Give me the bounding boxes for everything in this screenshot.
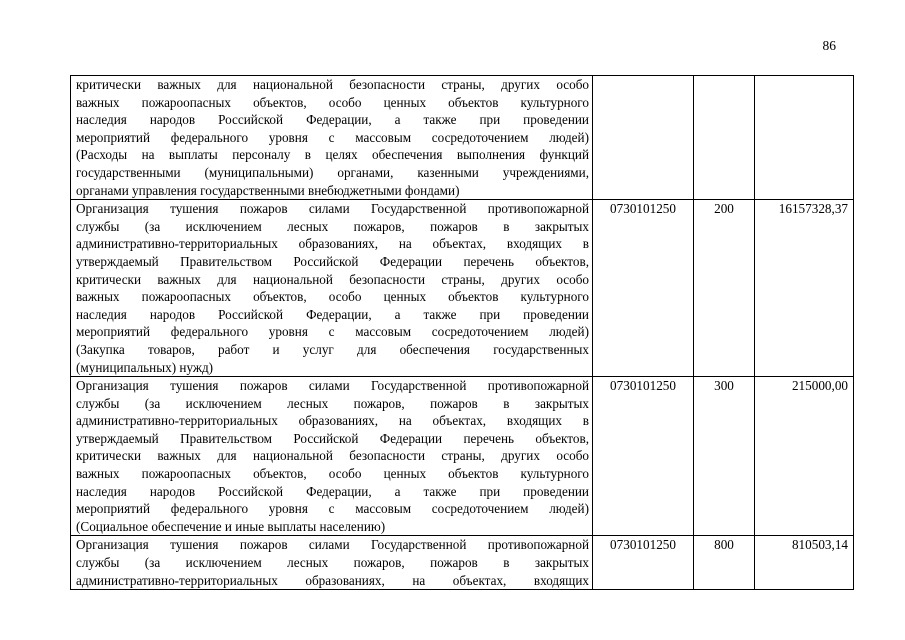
description-line: службы (за исключением лесных пожаров, пожаров в закрытых [76,218,589,234]
description-line: важных пожароопасных объектов, особо ценных объектов культурного [76,289,589,305]
description-line: критически важных для национальной безопасности страны, других особо [76,448,589,464]
description-line: наследия народов Российской Федерации, а также при проведении [76,306,589,322]
table-body [71,76,854,590]
amount [755,76,854,200]
description-line: критически важных для национальной безопасности страны, других особо [76,77,589,92]
description-line: административно-территориальных образованиях, на объектах, входящих в [76,413,589,429]
amount: 810503,14 [755,536,854,590]
table-row [71,377,854,536]
target-article-code: 0730101250 [593,377,694,536]
description-line: наследия народов Российской Федерации, а также при проведении [76,112,589,128]
description-line: Организация тушения пожаров силами Государственной противопожарной [76,201,589,217]
description-line: утверждаемый Правительством Российской Федерации перечень объектов, [76,253,589,269]
description-line: мероприятий федерального уровня с массовым сосредоточением людей) [76,501,589,517]
description-line: органами управления государственными внебюджетными фондами) [76,182,460,198]
description-line: службы (за исключением лесных пожаров, пожаров в закрытых [76,395,589,411]
description-line: утверждаемый Правительством Российской Федерации перечень объектов, [76,430,589,446]
description-line: административно-территориальных образованиях, на объектах, входящих в [76,236,589,252]
description-line: критически важных для национальной безопасности страны, других особо [76,271,589,287]
target-article-code: 0730101250 [593,200,694,377]
description-line: важных пожароопасных объектов, особо ценных объектов культурного [76,466,589,482]
table-row [71,76,854,200]
description-line: службы (за исключением лесных пожаров, пожаров в закрытых [76,555,589,571]
page-number: 86 [822,38,836,53]
row-description [71,377,593,536]
expense-type-code [694,76,755,200]
row-description [71,76,593,200]
description-line: (муниципальных) нужд) [76,359,214,375]
description-line: Организация тушения пожаров силами Государственной противопожарной [76,537,589,553]
description-line: мероприятий федерального уровня с массовым сосредоточением людей) [76,129,589,145]
amount: 16157328,37 [755,200,854,377]
expense-type-code: 800 [694,536,755,590]
row-description [71,200,593,377]
description-line: (Социальное обеспечение и иные выплаты населению) [76,518,386,534]
target-article-code: 0730101250 [593,536,694,590]
table-row [71,536,854,590]
description-line: административно-территориальных образованиях, на объектах, входящих [76,572,589,588]
row-description [71,536,593,590]
target-article-code [593,76,694,200]
description-line: наследия народов Российской Федерации, а также при проведении [76,483,589,499]
budget-table [70,75,854,590]
description-line: (Расходы на выплаты персоналу в целях обеспечения выполнения функций [76,147,589,163]
amount: 215000,00 [755,377,854,536]
expense-type-code: 200 [694,200,755,377]
table-row [71,200,854,377]
description-line: важных пожароопасных объектов, особо ценных объектов культурного [76,94,589,110]
expense-type-code: 300 [694,377,755,536]
description-line: мероприятий федерального уровня с массовым сосредоточением людей) [76,324,589,340]
description-line: государственными (муниципальными) органами, казенными учреждениями, [76,164,589,180]
description-line: (Закупка товаров, работ и услуг для обеспечения государственных [76,341,589,357]
description-line: Организация тушения пожаров силами Государственной противопожарной [76,378,589,394]
